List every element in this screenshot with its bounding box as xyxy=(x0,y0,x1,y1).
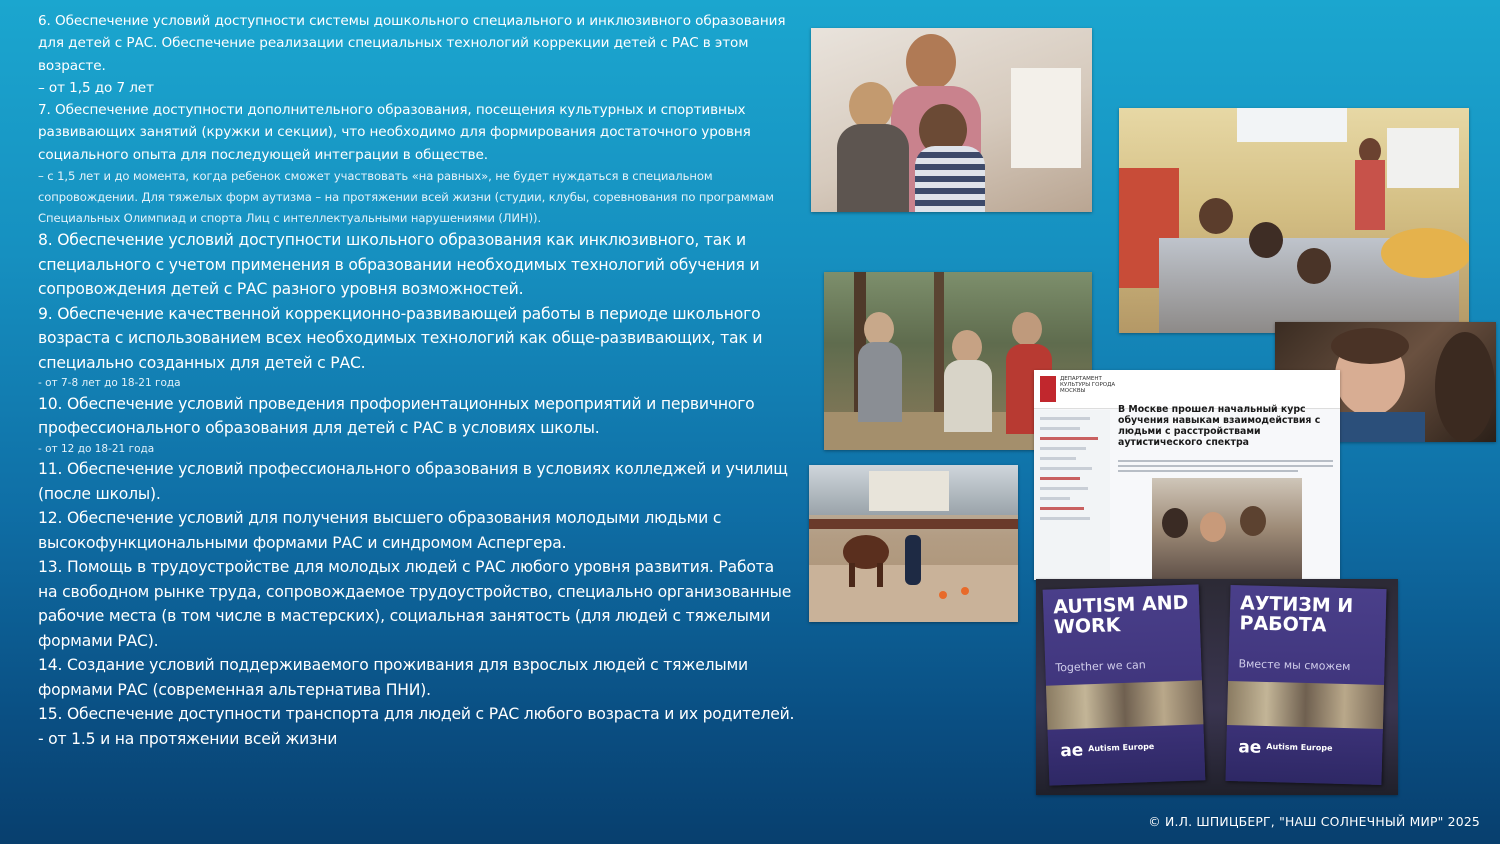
item-13: 13. Помощь в трудоустройстве для молодых людей с РАС любого уровня развития. Работа на свободном рынке труда, сопровождаемое трудоустройство, специально организованные рабочие места (в том числе в мастерских), социальная занятость (для людей с тяжелыми формами РАС). xyxy=(38,558,792,650)
photo-horse-riding xyxy=(809,465,1018,622)
photo-classroom xyxy=(1119,108,1469,333)
item-9: 9. Обеспечение качественной коррекционно-развивающей работы в периоде школьного возраста с использованием всех необходимых технологий как обще-развивающих, так и специально созданных для детей с РАС. xyxy=(38,304,763,372)
item-6-age: – от 1,5 до 7 лет xyxy=(38,79,154,96)
news-headline: В Москве прошел начальный курс обучения навыкам взаимодействия с людьми с расстройствами аутистического спектра xyxy=(1118,404,1321,448)
autism-europe-logo-icon: ae xyxy=(1238,737,1262,758)
book-russian xyxy=(1225,585,1386,785)
item-11: 11. Обеспечение условий профессионального образования в условиях колледжей и училищ (после школы). xyxy=(38,460,788,503)
moscow-logo xyxy=(1040,376,1056,402)
book-english xyxy=(1043,584,1206,785)
item-10: 10. Обеспечение условий проведения профориентационных мероприятий и первичного профессионального образования для детей с РАС в условиях школы. xyxy=(38,394,755,438)
book-russian-photo-strip xyxy=(1227,681,1384,729)
item-15-age: - от 1.5 и на протяжении всей жизни xyxy=(38,729,338,748)
book-english-photo-strip xyxy=(1046,680,1203,729)
item-10-age: - от 12 до 18-21 года xyxy=(38,442,155,455)
item-14: 14. Создание условий поддерживаемого проживания для взрослых людей с тяжелыми формами РАС (современная альтернатива ПНИ). xyxy=(38,656,748,699)
item-15: 15. Обеспечение доступности транспорта для людей с РАС любого возраста и их родителей. xyxy=(38,705,795,724)
copyright-footer: © И.Л. ШПИЦБЕРГ, "НАШ СОЛНЕЧНЫЙ МИР" 2025 xyxy=(1148,814,1480,829)
book-russian-subtitle: Вместе мы сможем xyxy=(1238,657,1351,674)
photo-children-at-board xyxy=(811,28,1092,212)
item-9-age: - от 7-8 лет до 18-21 года xyxy=(38,377,181,390)
book-english-brand: Autism Europe xyxy=(1088,741,1155,754)
item-8: 8. Обеспечение условий доступности школьного образования как инклюзивного, так и специального с учетом применения в образовании необходимых технологий обучения и сопровождения детей с РАС разного уровня возможностей. xyxy=(38,231,760,299)
book-russian-title: АУТИЗМ И РАБОТА xyxy=(1239,592,1354,637)
book-english-title: AUTISM AND WORK xyxy=(1052,591,1189,639)
news-photo xyxy=(1152,478,1302,580)
item-6: 6. Обеспечение условий доступности системы дошкольного специального и инклюзивного образования для детей с РАС. Обеспечение реализации специальных технологий коррекции детей с РАС в этом возрасте. xyxy=(38,13,786,74)
autism-europe-logo-icon: ae xyxy=(1059,740,1084,762)
photo-books-autism-and-work xyxy=(1036,579,1398,795)
book-english-subtitle: Together we can xyxy=(1055,658,1146,675)
text-column xyxy=(38,10,798,751)
item-12: 12. Обеспечение условий для получения высшего образования молодыми людьми с высокофункциональными формами РАС и синдромом Аспергера. xyxy=(38,509,722,552)
item-7: 7. Обеспечение доступности дополнительного образования, посещения культурных и спортивных развивающих занятий (кружки и секции), что необходимо для формирования достаточного уровня социального опыта для последующей интеграции в обществе. xyxy=(38,102,751,163)
news-article-screenshot xyxy=(1034,370,1340,580)
news-sidebar xyxy=(1034,410,1110,580)
news-org-name: ДЕПАРТАМЕНТ КУЛЬТУРЫ ГОРОДА МОСКВЫ xyxy=(1060,376,1116,394)
item-7-age: – с 1,5 лет и до момента, когда ребенок сможет участвовать «на равных», не будет нуждаться в специальном сопровождении. Для тяжелых форм аутизма – на протяжении всей жизни (студии, клубы, соревнования по программам Специальных Олимпиад и спорта Лиц с интеллектуальными нарушениями (ЛИН)). xyxy=(38,169,774,225)
book-russian-brand: Autism Europe xyxy=(1266,741,1333,753)
